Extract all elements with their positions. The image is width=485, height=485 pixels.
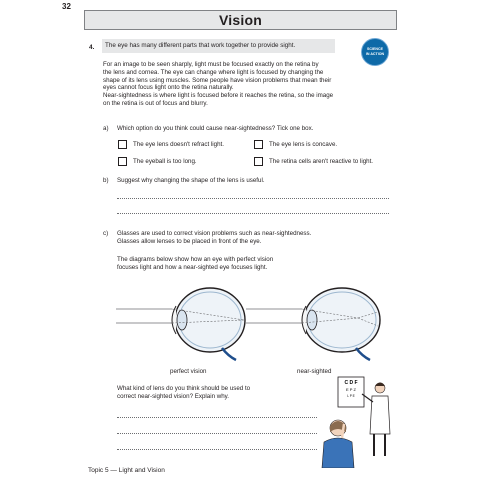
caption-perfect-vision: perfect vision bbox=[170, 368, 207, 375]
lens bbox=[177, 310, 187, 330]
part-c-intro bbox=[117, 230, 407, 246]
option-1-label: The eye lens doesn't refract light. bbox=[133, 141, 224, 148]
paragraph-line: focuses light and how a near-sighted eye focuses light. bbox=[117, 263, 268, 271]
paragraph-line: shape of its lens using muscles. Some people have vision problems that mean their bbox=[103, 76, 332, 84]
answer-line[interactable] bbox=[117, 198, 389, 199]
option-2-checkbox[interactable] bbox=[254, 140, 263, 149]
footer: Topic 5 — Light and Vision bbox=[88, 467, 165, 474]
optician-hair bbox=[375, 383, 385, 387]
lens bbox=[307, 310, 317, 330]
paragraph-line: correct near-sighted vision? Explain why. bbox=[117, 392, 229, 400]
answer-line[interactable] bbox=[117, 449, 317, 450]
option-4-checkbox[interactable] bbox=[254, 157, 263, 166]
paragraph-line: Glasses are used to correct vision problems such as near-sightedness. bbox=[117, 230, 312, 237]
paragraph-1 bbox=[103, 61, 393, 108]
optic-nerve bbox=[356, 348, 370, 360]
page-title: Vision bbox=[219, 12, 262, 28]
intro-bar bbox=[102, 39, 335, 53]
option-2-label: The eye lens is concave. bbox=[269, 141, 338, 148]
part-a-label: a) bbox=[103, 125, 109, 132]
badge-line-1: SCIENCE bbox=[367, 47, 383, 51]
cornea bbox=[302, 306, 306, 334]
option-3-checkbox[interactable] bbox=[118, 157, 127, 166]
paragraph-line: on the retina is out of focus and blurry. bbox=[103, 99, 208, 107]
title-bar bbox=[84, 10, 397, 30]
option-1-checkbox[interactable] bbox=[118, 140, 127, 149]
badge-text bbox=[362, 47, 388, 56]
perfect-vision-eye bbox=[116, 288, 245, 360]
answer-line[interactable] bbox=[117, 213, 389, 214]
paragraph-line: Near-sightedness is where light is focused before it reaches the retina, so the image bbox=[103, 92, 334, 100]
answer-line[interactable] bbox=[117, 417, 317, 418]
option-4-label: The retina cells aren't reactive to light. bbox=[269, 158, 374, 165]
paragraph-line: For an image to be seen sharply, light must be focused exactly on the retina by bbox=[103, 61, 319, 68]
part-c-label: c) bbox=[103, 230, 109, 237]
cornea bbox=[172, 306, 176, 334]
patient-shirt bbox=[322, 438, 354, 468]
paragraph-line: What kind of lens do you think should be used to bbox=[117, 385, 251, 392]
part-b-label: b) bbox=[103, 177, 109, 184]
eye-chart-text: E P Z bbox=[346, 387, 356, 392]
paragraph-line: The diagrams below show how an eye with perfect vision bbox=[117, 256, 274, 263]
optic-nerve bbox=[222, 348, 236, 360]
caption-near-sighted: near-sighted bbox=[297, 368, 332, 375]
paragraph-line: the lens and cornea. The eye can change where light is focused by changing the bbox=[103, 68, 324, 76]
answer-line[interactable] bbox=[117, 433, 317, 434]
intro-sentence: The eye has many different parts that work together to provide sight. bbox=[105, 42, 296, 49]
eye-chart-text: C D F bbox=[344, 380, 358, 386]
diagram-intro bbox=[117, 256, 407, 272]
option-3-label: The eyeball is too long. bbox=[133, 158, 197, 165]
part-b-question: Suggest why changing the shape of the lens is useful. bbox=[117, 177, 265, 184]
eye-chart-text: L P E bbox=[347, 394, 355, 398]
page-number: 32 bbox=[62, 2, 71, 11]
eye-diagrams bbox=[110, 282, 390, 362]
eye-test-illustration bbox=[318, 376, 398, 468]
near-sighted-eye bbox=[246, 288, 380, 360]
badge-line-2: IN ACTION bbox=[365, 51, 385, 56]
part-a-question: Which option do you think could cause near-sightedness? Tick one box. bbox=[117, 125, 314, 132]
paragraph-line: Glasses allow lenses to be placed in front of the eye. bbox=[117, 237, 262, 245]
paragraph-line: eyes cannot focus light onto the retina naturally. bbox=[103, 84, 234, 92]
question-number: 4. bbox=[89, 44, 95, 51]
